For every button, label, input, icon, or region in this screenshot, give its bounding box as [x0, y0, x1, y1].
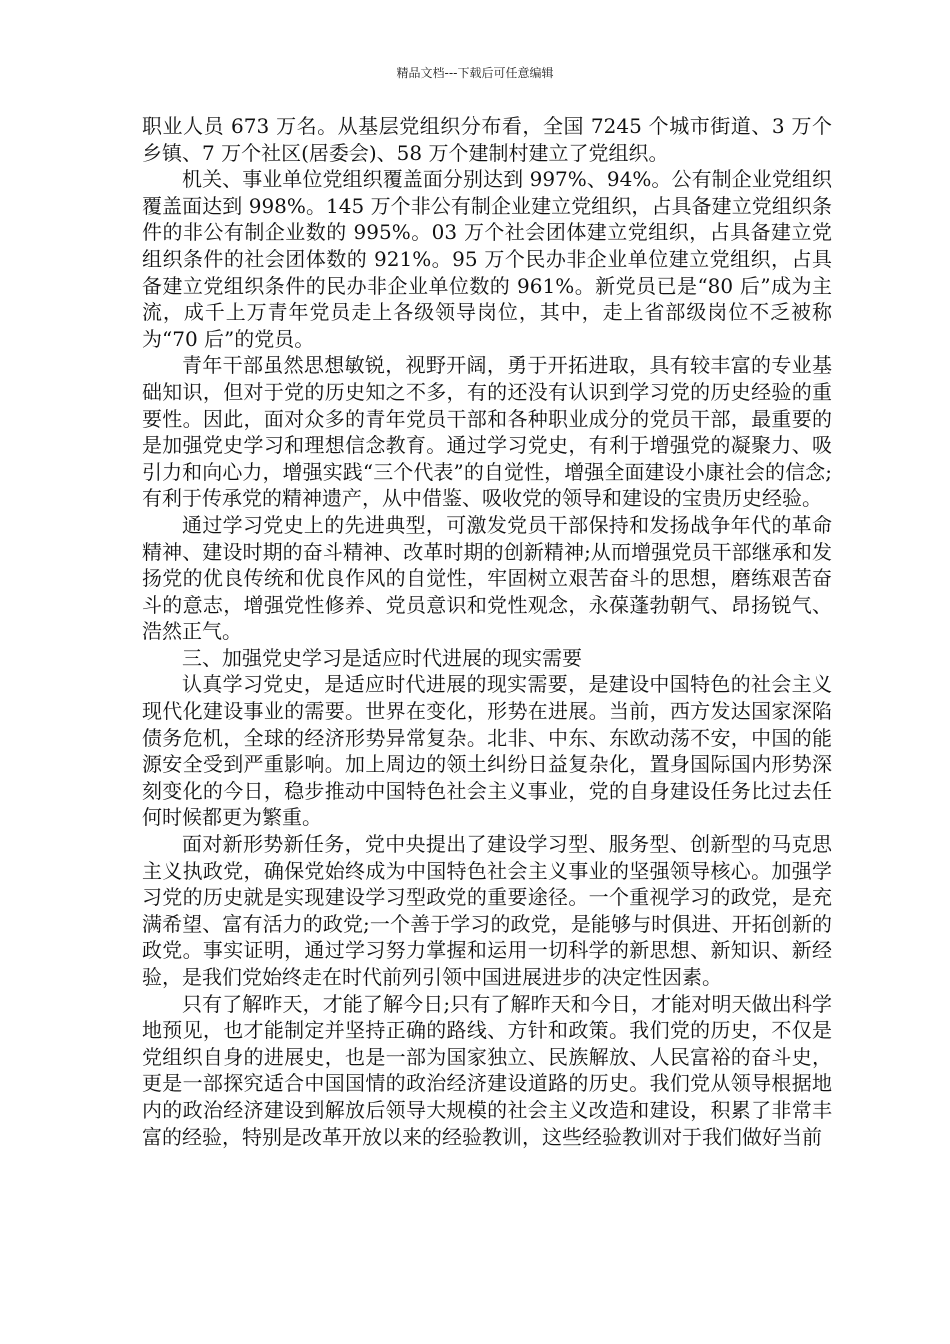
paragraph: 只有了解昨天，才能了解今日;只有了解昨天和今日，才能对明天做出科学地预见，也才能制定并坚持正确的路线、方针和政策。我们党的历史，不仅是党组织自身的进展史，也是一部为国家独立、民族解放、人民富裕的奋斗史，更是一部探究适合中国国情的政治经济建设道路的历史。我们党从领导根据地内的政治经济建设到解放后领导大规模的社会主义改造和建设，积累了非常丰富的经验，特别是改革开放以来的经验教训，这些经验教训对于我们做好当前: [142, 991, 832, 1149]
paragraph: 面对新形势新任务，党中央提出了建设学习型、服务型、创新型的马克思主义执政党，确保党始终成为中国特色社会主义事业的坚强领导核心。加强学习党的历史就是实现建设学习型政党的重要途径。一个重视学习的政党，是充满希望、富有活力的政党;一个善于学习的政党，是能够与时俱进、开拓创新的政党。事实证明，通过学习努力掌握和运用一切科学的新思想、新知识、新经验，是我们党始终走在时代前列引领中国进展进步的决定性因素。: [142, 832, 832, 989]
section-heading: 三、加强党史学习是适应时代进展的现实需要: [182, 645, 582, 670]
paragraph: 通过学习党史上的先进典型，可激发党员干部保持和发扬战争年代的革命精神、建设时期的奋斗精神、改革时期的创新精神;从而增强党员干部继承和发扬党的优良传统和优良作风的自觉性，牢固树立艰苦奋斗的思想，磨练艰苦奋斗的意志，增强党性修养、党员意识和党性观念，永葆蓬勃朝气、昂扬锐气、浩然正气。: [142, 512, 832, 644]
paragraph: 职业人员 673 万名。从基层党组织分布看，全国 7245 个城市街道、3 万个乡镇、7 万个社区(居委会)、58 万个建制村建立了党组织。: [142, 114, 832, 165]
page-header: 精品文档---下载后可任意编辑: [396, 66, 554, 80]
paragraph: 青年干部虽然思想敏锐，视野开阔，勇于开拓进取，具有较丰富的专业基础知识，但对于党的历史知之不多，有的还没有认识到学习党的历史经验的重要性。因此，面对众多的青年党员干部和各种职业成分的党员干部，最重要的是加强党史学习和理想信念教育。通过学习党史，有利于增强党的凝聚力、吸引力和向心力，增强实践“三个代表”的自觉性，增强全面建设小康社会的信念;有利于传承党的精神遗产，从中借鉴、吸收党的领导和建设的宝贵历史经验。: [142, 353, 832, 511]
paragraph: 认真学习党史，是适应时代进展的现实需要，是建设中国特色的社会主义现代化建设事业的需要。世界在变化，形势在进展。当前，西方发达国家深陷债务危机，全球的经济形势异常复杂。北非、中东、东欧动荡不安，中国的能源安全受到严重影响。加上周边的领土纠纷日益复杂化，置身国际国内形势深刻变化的今日，稳步推动中国特色社会主义事业，党的自身建设任务比过去任何时候都更为繁重。: [142, 672, 832, 830]
paragraph: 机关、事业单位党组织覆盖面分别达到 997%、94%。公有制企业党组织覆盖面达到 998%。145 万个非公有制企业建立党组织，占具备建立党组织条件的非公有制企业数的 995%。03 万个社会团体建立党组织，占具备建立党组织条件的社会团体数的 921%。95 万个民办非企业单位建立党组织，占具备建立党组织条件的民办非企业单位数的 961%。新党员已是“80 后”成为主流，成千上万青年党员走上各级领导岗位，其中，走上省部级岗位不乏被称为“70 后”的党员。: [142, 167, 832, 351]
document-body: [142, 113, 832, 1150]
